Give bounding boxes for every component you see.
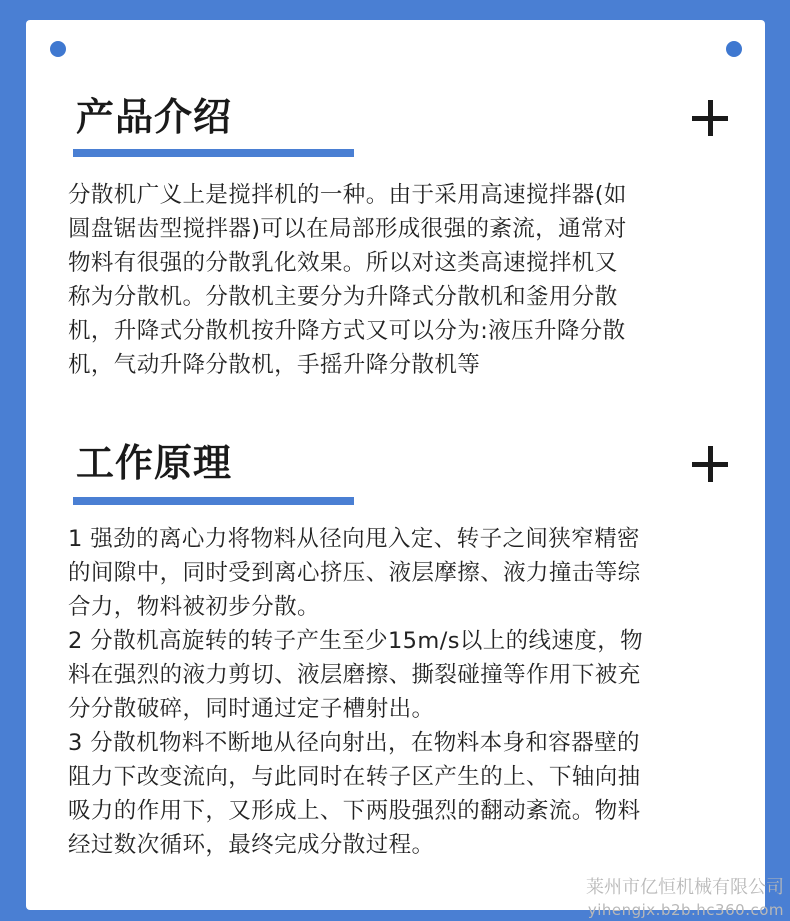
decor-dot-left (50, 41, 66, 57)
text-line: 吸力的作用下，又形成上、下两股强烈的翻动紊流。物料 (68, 798, 641, 824)
text-line: 分散机广义上是搅拌机的一种。由于采用高速搅拌器(如 (68, 182, 627, 208)
watermark-company: 莱州市亿恒机械有限公司 (586, 877, 784, 898)
working-principle-text (68, 522, 728, 862)
text-line: 分分散破碎，同时通过定子槽射出。 (68, 696, 435, 722)
text-line: 经过数次循环，最终完成分散过程。 (68, 832, 435, 858)
decor-dot-right (726, 41, 742, 57)
expand-plus-icon[interactable] (692, 100, 730, 138)
text-line: 1 强劲的离心力将物料从径向甩入定、转子之间狭窄精密 (68, 526, 640, 552)
product-intro-text (68, 178, 728, 382)
section-underline (73, 149, 354, 157)
text-line: 2 分散机高旋转的转子产生至少15m/s以上的线速度，物 (68, 628, 644, 654)
section-title-working-principle: 工作原理 (76, 441, 233, 485)
text-line: 合力，物料被初步分散。 (68, 594, 320, 620)
text-line: 称为分散机。分散机主要分为升降式分散机和釜用分散 (68, 284, 618, 310)
text-line: 3 分散机物料不断地从径向射出，在物料本身和容器壁的 (68, 730, 640, 756)
text-line: 物料有很强的分散乳化效果。所以对这类高速搅拌机又 (68, 250, 618, 276)
watermark-url: yihengjx.b2b.hc360.com (587, 901, 784, 919)
text-line: 圆盘锯齿型搅拌器)可以在局部形成很强的紊流，通常对 (68, 216, 627, 242)
text-line: 机，升降式分散机按升降方式又可以分为:液压升降分散 (68, 318, 626, 344)
watermark (586, 877, 784, 921)
section-title-product-intro: 产品介绍 (76, 95, 233, 139)
content-card (26, 20, 765, 910)
text-line: 机，气动升降分散机，手摇升降分散机等 (68, 352, 481, 378)
text-line: 料在强烈的液力剪切、液层磨擦、撕裂碰撞等作用下被充 (68, 662, 641, 688)
text-line: 阻力下改变流向，与此同时在转子区产生的上、下轴向抽 (68, 764, 641, 790)
text-line: 的间隙中，同时受到离心挤压、液层摩擦、液力撞击等综 (68, 560, 641, 586)
expand-plus-icon[interactable] (692, 446, 730, 484)
section-underline (73, 497, 354, 505)
